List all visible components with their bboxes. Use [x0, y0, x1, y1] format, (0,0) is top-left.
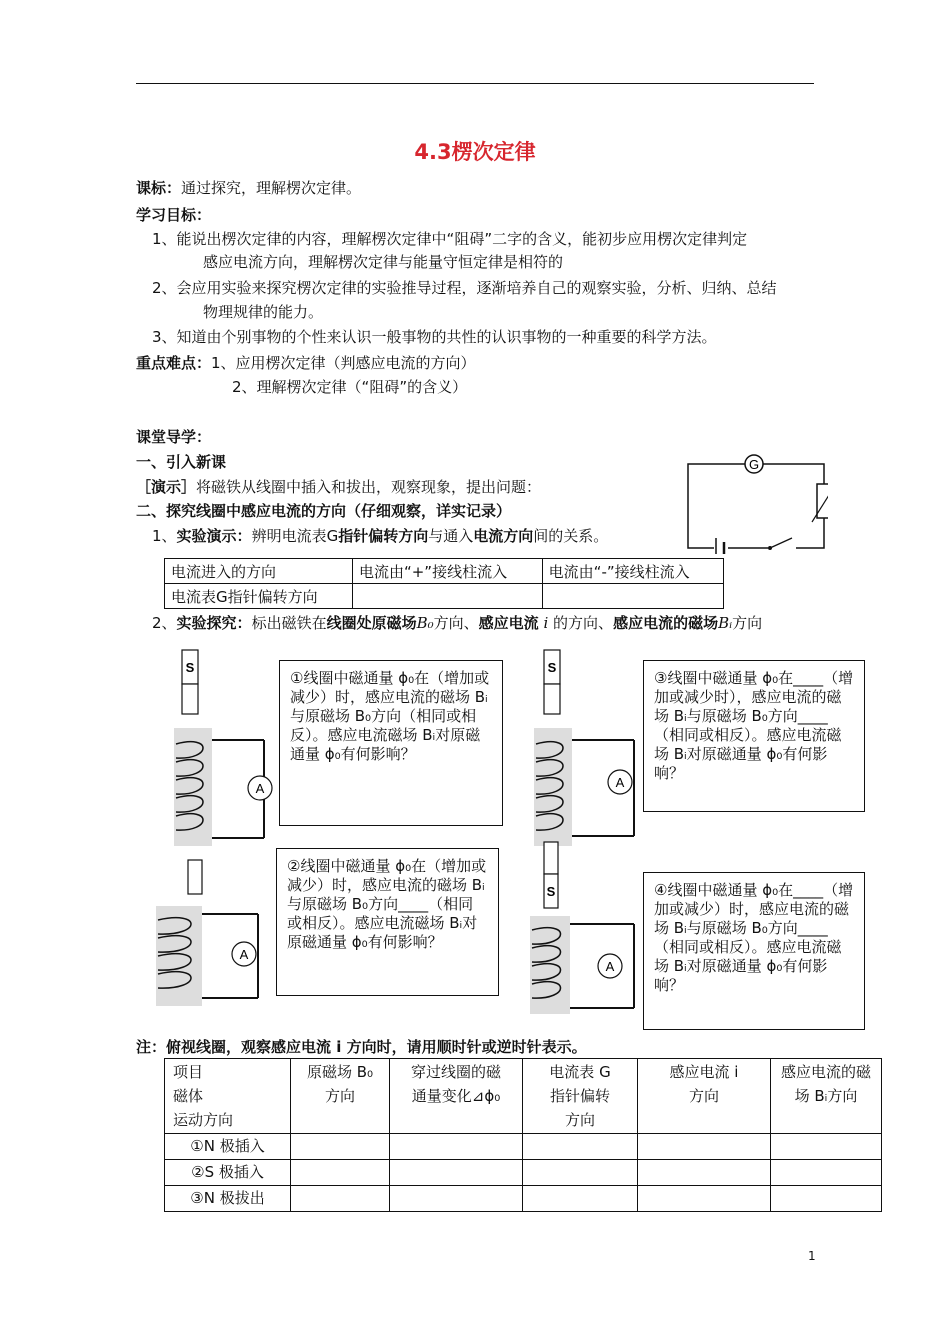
goal-2b: 物理规律的能力。 [203, 303, 324, 321]
coil-diagram-3 [528, 648, 648, 848]
table1-cell: 电流由“+”接线柱流入 [352, 559, 542, 584]
question-box-3: ③线圈中磁通量 ϕ₀在____（增加或减少时），感应电流的磁场 Bᵢ与原磁场 B₀方向____（相同或相反）。感应电流磁场 Bᵢ对原磁通量 ϕ₀有何影响？ [643, 660, 865, 812]
results-cell[interactable] [638, 1134, 771, 1160]
ammeter-label: A [239, 947, 249, 962]
coil-diagram-4 [524, 840, 644, 1016]
results-cell[interactable] [291, 1186, 390, 1212]
results-row-label: ②S 极插入 [165, 1160, 291, 1186]
circuit-diagram [684, 450, 828, 554]
ketang-heading: 课堂导学： [136, 428, 212, 446]
page-title: 4.3楞次定律 [414, 140, 536, 164]
kebiao-line: 课标：通过探究，理解楞次定律。 [136, 179, 362, 197]
results-cell[interactable] [390, 1134, 523, 1160]
results-header-cell: 感应电流的磁 场 Bᵢ方向 [771, 1059, 882, 1134]
goal-2a: 2、会应用实验来探究楞次定律的实验推导过程，逐渐培养自己的观察实验，分析、归纳、总结 [152, 279, 777, 297]
question-box-2: ②线圈中磁通量 ϕ₀在（增加或减少）时，感应电流的磁场 Bᵢ与原磁场 B₀方向____（相同或相反）。感应电流磁场 Bᵢ对原磁通量 ϕ₀有何影响？ [276, 848, 499, 996]
table1-cell[interactable] [352, 584, 542, 609]
results-row-label: ①N 极插入 [165, 1134, 291, 1160]
results-cell[interactable] [390, 1186, 523, 1212]
ammeter-label: A [615, 775, 625, 790]
coil-diagram-2 [150, 858, 270, 1008]
section-1: 一、引入新课 [136, 453, 227, 471]
results-header-cell: 项目 磁体 运动方向 [165, 1059, 291, 1134]
results-cell[interactable] [771, 1186, 882, 1212]
results-cell[interactable] [390, 1160, 523, 1186]
results-cell[interactable] [523, 1186, 638, 1212]
ammeter-label: A [255, 781, 265, 796]
results-header-cell: 感应电流 i 方向 [638, 1059, 771, 1134]
meter-table [164, 558, 724, 609]
question-box-4: ④线圈中磁通量 ϕ₀在____（增加或减少）时，感应电流的磁场 Bᵢ与原磁场 B₀方向____（相同或相反）。感应电流磁场 Bᵢ对原磁通量 ϕ₀有何影响？ [643, 872, 865, 1030]
results-cell[interactable] [638, 1160, 771, 1186]
results-cell[interactable] [523, 1160, 638, 1186]
step-1: 1、实验演示：辨明电流表G指针偏转方向与通入电流方向间的关系。 [152, 527, 609, 545]
zhongdian-line: 重点难点：1、应用楞次定律（判感应电流的方向） [136, 354, 476, 372]
results-cell[interactable] [771, 1134, 882, 1160]
results-cell[interactable] [638, 1186, 771, 1212]
results-header-cell: 电流表 G 指针偏转 方向 [523, 1059, 638, 1134]
page-number: 1 [808, 1249, 816, 1263]
table1-cell: 电流进入的方向 [165, 559, 353, 584]
galvanometer-label: G [748, 457, 760, 472]
results-row-label: ③N 极拔出 [165, 1186, 291, 1212]
magnet-pole-label: S [185, 660, 195, 675]
table-note: 注：俯视线圈，观察感应电流 i 方向时，请用顺时针或逆时针表示。 [136, 1038, 587, 1056]
results-cell[interactable] [523, 1134, 638, 1160]
results-table [164, 1058, 882, 1212]
coil-diagram-1 [168, 648, 278, 848]
goal-1b: 感应电流方向，理解楞次定律与能量守恒定律是相符的 [203, 253, 564, 271]
goal-3: 3、知道由个别事物的个性来认识一般事物的共性的认识事物的一种重要的科学方法。 [152, 328, 717, 346]
table1-cell: 电流由“-”接线柱流入 [542, 559, 723, 584]
goal-1a: 1、能说出楞次定律的内容，理解楞次定律中“阻碍”二字的含义，能初步应用楞次定律判定 [152, 230, 748, 248]
results-cell[interactable] [291, 1160, 390, 1186]
ammeter-label: A [605, 959, 615, 974]
results-cell[interactable] [771, 1160, 882, 1186]
magnet-pole-label: S [547, 660, 557, 675]
magnet-pole-label: S [546, 884, 556, 899]
table1-cell[interactable] [542, 584, 723, 609]
zhongdian-item2: 2、理解楞次定律（“阻碍”的含义） [232, 378, 468, 396]
section-2: 二、探究线圈中感应电流的方向（仔细观察，详实记录） [136, 502, 512, 520]
step-2: 2、实验探究：标出磁铁在线圈处原磁场B₀方向、感应电流 i 的方向、感应电流的磁场Bᵢ方向 [152, 614, 763, 632]
results-cell[interactable] [291, 1134, 390, 1160]
results-header-cell: 穿过线圈的磁 通量变化⊿ϕ₀ [390, 1059, 523, 1134]
results-header-cell: 原磁场 B₀ 方向 [291, 1059, 390, 1134]
header-rule [136, 83, 814, 84]
yanshi-line: ［演示］将磁铁从线圈中插入和拔出，观察现象，提出问题： [136, 478, 542, 496]
goals-heading: 学习目标： [136, 206, 212, 224]
question-box-1: ①线圈中磁通量 ϕ₀在（增加或减少）时，感应电流的磁场 Bᵢ与原磁场 B₀方向（相同或相反）。感应电流磁场 Bᵢ对原磁通量 ϕ₀有何影响？ [279, 660, 503, 826]
table1-cell: 电流表G指针偏转方向 [165, 584, 353, 609]
